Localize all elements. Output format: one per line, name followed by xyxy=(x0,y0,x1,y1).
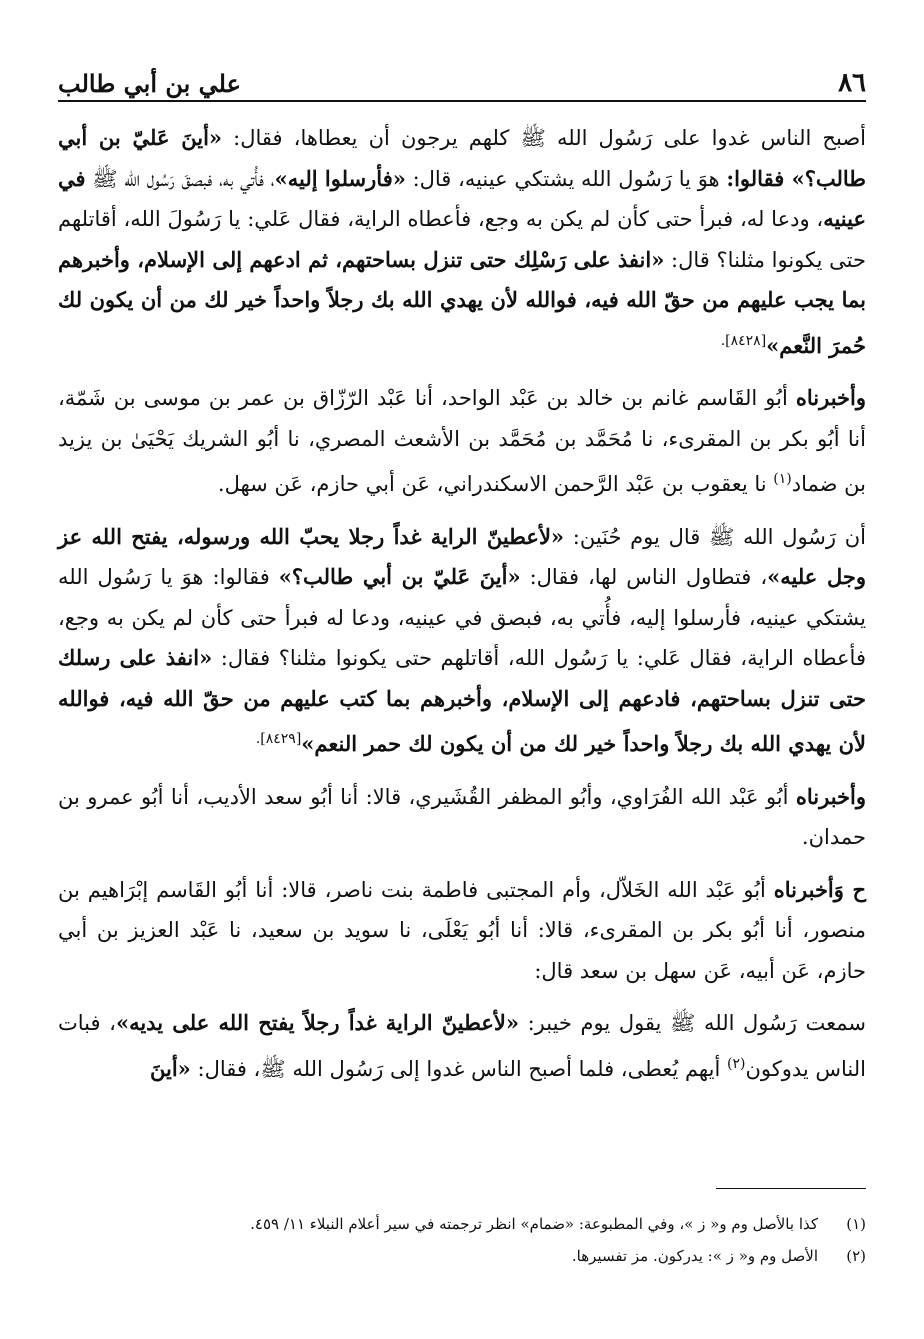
footnotes xyxy=(58,1208,866,1272)
footnote-text: كذا بالأصل وم و« ز »، وفي المطبوعة: «ضمام» انظر ترجمته في سير أعلام النبلاء ١١/ ٤٥٩. xyxy=(250,1215,818,1233)
text-paragraph xyxy=(58,1003,866,1089)
text-paragraph xyxy=(58,517,866,765)
text-segment: ، فتطاول الناس لها، فقال: xyxy=(520,565,768,589)
bold-text: «أينَ xyxy=(150,1055,191,1081)
bold-text: «انفذ على رسلك حتى تنزل بساحتهم، فادعهم إلى الإسلام، وأخبرهم بما كتب عليهم من حقّ الله فيه، فوالله لأن يهدي الله بك رجلاً واحداً خير لك من أن يكون لك حمر النعم» xyxy=(58,645,866,756)
text-segment: أيهم يُعطى، فلما أصبح الناس غدوا إلى رَسُول الله ﷺ، فقال: xyxy=(190,1056,727,1081)
text-segment: ، ودعا له، فبرأ حتى كأن لم يكن به وجع، فأعطاه الراية، فقال عَلي: يا رَسُولَ الله، أقاتلهم حتى يكونوا مثلنا؟ قال: xyxy=(58,207,866,272)
text-segment: هوَ يا رَسُول الله يشتكي عينيه، قال: xyxy=(405,166,727,191)
text-paragraph xyxy=(58,777,866,858)
text-segment: أبُو القَاسم غانم بن خالد بن عَبْد الواحد، أنا عَبْد الرّزّاق بن عمر بن موسى بن شَمّة، أنا أبُو بكر بن المقرىء، نا مُحَمَّد بن مُحَمَّد بن الأشعث المصري، نا أبُو الشريك يَحْيَىٰ بن يزيد بن ضماد xyxy=(58,386,866,496)
bold-text: وأخبرناه xyxy=(795,783,866,809)
text-segment: سمعت رَسُول الله ﷺ يقول يوم خيبر: xyxy=(518,1011,866,1035)
text-segment: أن رَسُول الله ﷺ قال يوم حُنَين: xyxy=(564,524,866,549)
page-number: ٨٦ xyxy=(838,68,866,98)
reference-marker: [٨٤٢٩]. xyxy=(255,731,302,747)
footnote-number: (١) xyxy=(846,1215,866,1233)
reference-marker: (٢) xyxy=(726,1055,746,1072)
text-segment: أبُو عَبْد الله الفُرَاوي، وأبُو المظفر القُشَيري، قالا: أنا أبُو سعد الأديب، أنا أبُو عمرو بن حمدان. xyxy=(58,784,866,849)
running-title: علي بن أبي طالب xyxy=(58,69,241,98)
text-segment: أصبح الناس غدوا على رَسُول الله ﷺ كلهم يرجون أن يعطاها، فقال: xyxy=(222,126,866,150)
text-paragraph xyxy=(58,870,866,992)
text-segment: فقالوا: هوَ يا رَسُول الله يشتكي عينيه، فأرسلوا إليه، فأُتي به، فبصق في عينيه، ودعا له فبرأ حتى كأن لم يكن به وجع، فأعطاه الراية، فقال عَلي: يا رَسُول الله، أقاتلهم حتى يكونوا مثلنا؟ فقال: xyxy=(58,565,866,670)
page-header xyxy=(58,62,866,98)
footnote xyxy=(58,1208,866,1240)
reference-marker: (١) xyxy=(773,471,792,487)
footnote-text: الأصل وم و« ز »: يدركون. مز تفسيرها. xyxy=(571,1247,818,1265)
main-text xyxy=(58,118,866,1239)
footnote xyxy=(58,1240,866,1272)
bold-text: «أينَ عَليّ بن أبي طالب؟» فقالوا: xyxy=(58,125,866,191)
bold-text: «لأعطينّ الراية غداً رجلاً يفتح الله على يديه» xyxy=(115,1010,519,1035)
reference-marker: [٨٤٢٨]. xyxy=(720,332,767,349)
bold-text: «فأرسلوا إليه» xyxy=(274,165,406,191)
bold-text: في عينيه xyxy=(58,165,866,231)
text-segment: ، فبات الناس يدوكون xyxy=(58,1011,866,1081)
bold-text: «لأعطينّ الراية غداً رجلا يحبّ الله ورسوله، يفتح الله عز وجل عليه» xyxy=(58,523,866,589)
footnote-number: (٢) xyxy=(846,1247,866,1265)
bold-text: «انفذ على رَسْلِك حتى تنزل بساحتهم، ثم ادعهم إلى الإسلام، وأخبرهم بما يجب عليهم من حقّ الله فيه، فوالله لأن يهدي الله بك رجلاً واحداً خير لك من أن يكون لك حُمرَ النَّعم» xyxy=(58,246,866,358)
footnote-rule xyxy=(716,1188,866,1189)
bold-text: «أينَ عَليّ بن أبي طالب؟» xyxy=(278,564,521,589)
bold-text: ح وَأخبرناه xyxy=(773,876,866,902)
text-segment: نا يعقوب بن عَبْد الرَّحمن الاسكندراني، عَن أبي حازم، عَن سهل. xyxy=(217,472,774,496)
text-paragraph xyxy=(58,378,866,505)
bold-text: وأخبرناه xyxy=(795,385,866,410)
header-rule xyxy=(58,100,866,102)
text-paragraph xyxy=(58,118,866,366)
text-segment: ، فأُتي به، فبصقَ رَسُول الله ﷺ xyxy=(85,166,275,191)
text-segment: أبُو عَبْد الله الخَلاّل، وأم المجتبى فاطمة بنت ناصر، قالا: أنا أبُو القَاسم إبْرَاهيم بن منصور، أنا أبُو بكر بن المقرىء، قالا: أنا أبُو يَعْلَى، نا سويد بن سعيد، نا عَبْد العزيز بن أبي حازم، عَن أبيه، عَن سهل بن سعد قال: xyxy=(58,877,866,983)
